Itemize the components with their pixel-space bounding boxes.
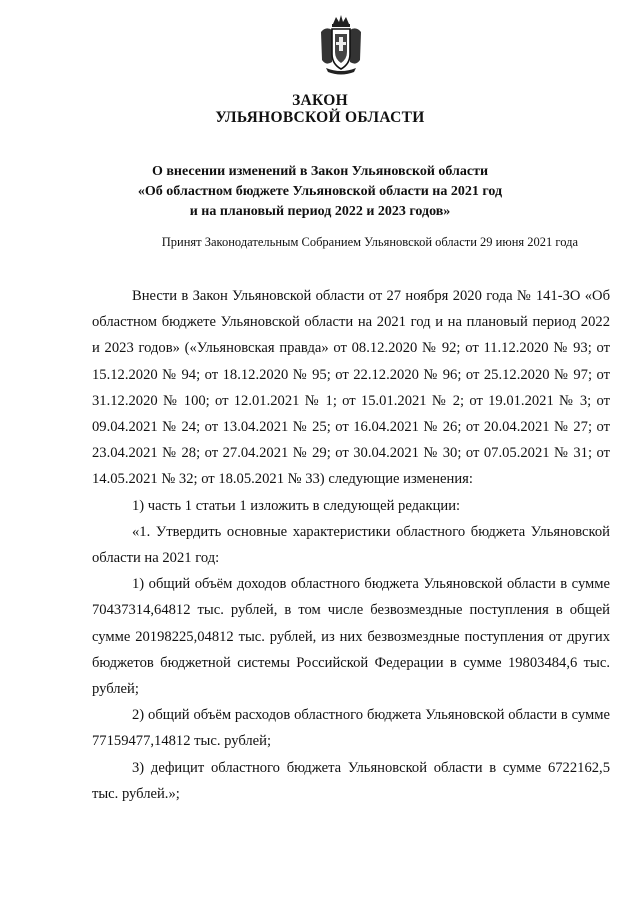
adoption-note: Принят Законодательным Собранием Ульяновской области 29 июня 2021 года — [161, 235, 578, 249]
intro-paragraph: Внести в Закон Ульяновской области от 27 ноября 2020 года № 141-ЗО «Об областном бюджете Ульяновской области на 2021 год и на плановый период 2022 и 2023 годов» («Ульяновская правда» от 08.12.2020 № 92; от 11.12.2020 № 93; от 15.12.2020 № 94; от 18.12.2020 № 95; от 22.12.2020 № 96; от 25.12.2020 № 97; от 31.12.2020 № 100; от 12.01.2021 № 1; от 15.01.2021 № 2; от 19.01.2021 № 3; от 09.04.2021 № 24; от 13.04.2021 № 25; от 16.04.2021 № 26; от 20.04.2021 № 27; от 23.04.2021 № 28; от 27.04.2021 № 29; от 30.04.2021 № 30; от 07.05.2021 № 31; от 14.05.2021 № 32; от 18.05.2021 № 33) следующие изменения: — [92, 288, 610, 488]
subclause-3-deficit: 3) дефицит областного бюджета Ульяновской области в сумме 6722162,5 тыс. рублей.»; — [92, 759, 610, 802]
amendment-item-1: 1) часть 1 статьи 1 изложить в следующей редакции: — [132, 497, 461, 514]
subclause-2-expenditure: 2) общий объём расходов областного бюджета Ульяновской области в сумме 77159477,14812 тыс. рублей; — [92, 707, 610, 750]
subclause-1-revenue: 1) общий объём доходов областного бюджета Ульяновской области в сумме 70437314,64812 тыс. рублей, в том числе безвозмездные поступления в общей сумме 20198225,04812 тыс. рублей, из них безвозмездные поступления от других бюджетов бюджетной системы Российской Федерации в сумме 19803484,6 тыс. рублей; — [92, 576, 610, 698]
law-body — [92, 283, 610, 807]
law-subject — [60, 162, 580, 222]
subject-line2: «Об областном бюджете Ульяновской области на 2021 год — [137, 184, 503, 199]
quoted-clause-1: «1. Утвердить основные характеристики областного бюджета Ульяновской области на 2021 год: — [92, 523, 610, 567]
coat-of-arms-emblem — [318, 14, 364, 76]
law-title-line2: УЛЬЯНОВСКОЙ ОБЛАСТИ — [215, 109, 425, 126]
subject-line1: О внесении изменений в Закон Ульяновской области — [151, 164, 489, 179]
subject-line3: и на плановый период 2022 и 2023 годов» — [189, 204, 451, 219]
law-title-line1: ЗАКОН — [292, 92, 348, 109]
